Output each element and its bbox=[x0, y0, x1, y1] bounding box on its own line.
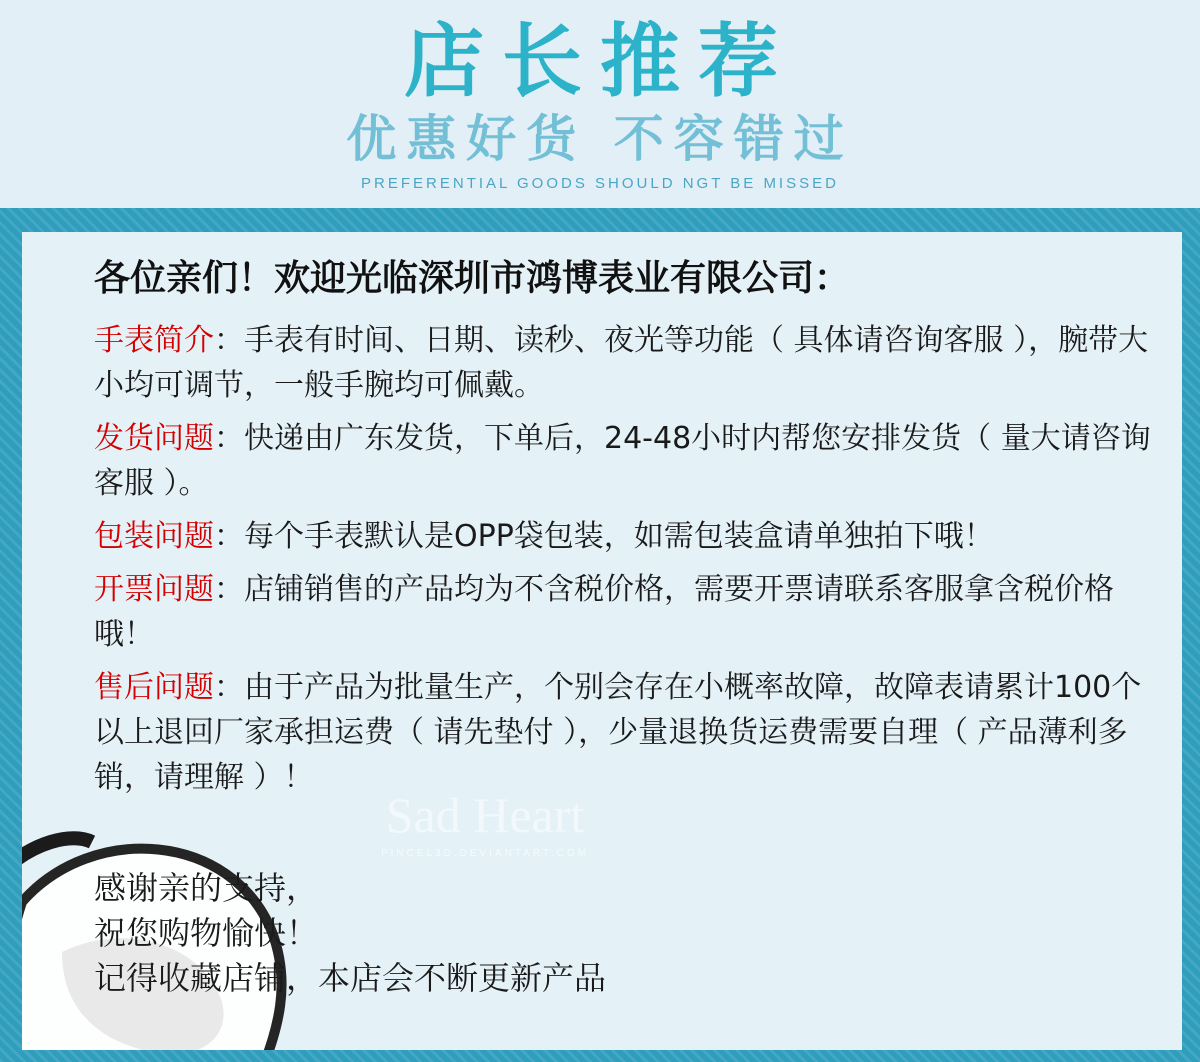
greeting-heading: 各位亲们！欢迎光临深圳市鸿博表业有限公司： bbox=[94, 258, 851, 299]
watermark-text: Sad Heart bbox=[385, 787, 585, 843]
section-text: ：手表有时间、日期、读秒、夜光等功能（ 具体请咨询客服 ），腕带大小均可调节，一般手腕均可佩戴。 bbox=[94, 323, 1149, 403]
section-label: 包装问题 bbox=[94, 519, 214, 554]
closing-line: 记得收藏店铺，本店会不断更新产品 bbox=[94, 959, 607, 997]
watermark-url: PINCEL3D.DEVIANTART.COM bbox=[380, 848, 590, 859]
section-text: ：快递由广东发货，下单后，24-48小时内帮您安排发货（ 量大请咨询客服 ）。 bbox=[94, 421, 1151, 501]
section-text: ：由于产品为批量生产，个别会存在小概率故障，故障表请累计100个以上退回厂家承担运费（ 请先垫付 ），少量退换货运费需要自理（ 产品薄利多销，请理解 ）！ bbox=[94, 670, 1142, 795]
section-invoice bbox=[94, 567, 1154, 657]
section-label: 手表简介 bbox=[94, 323, 214, 358]
section-text: ：每个手表默认是OPP袋包装，如需包装盒请单独拍下哦！ bbox=[214, 519, 994, 554]
section-packaging bbox=[94, 514, 1154, 559]
section-label: 发货问题 bbox=[94, 421, 214, 456]
header-english-tagline: PREFERENTIAL GOODS SHOULD NGT BE MISSED bbox=[361, 175, 839, 192]
section-after-sales bbox=[94, 665, 1154, 800]
section-watch-intro bbox=[94, 318, 1154, 408]
section-label: 开票问题 bbox=[94, 572, 214, 607]
notice-content bbox=[94, 252, 1154, 808]
section-text: ：店铺销售的产品均为不含税价格，需要开票请联系客服拿含税价格哦！ bbox=[94, 572, 1114, 652]
closing-message bbox=[94, 866, 994, 1001]
header-banner bbox=[0, 0, 1200, 208]
closing-line: 祝您购物愉快！ bbox=[94, 914, 319, 952]
closing-line: 感谢亲的支持， bbox=[94, 869, 319, 907]
section-label: 售后问题 bbox=[94, 670, 214, 705]
section-shipping bbox=[94, 416, 1154, 506]
header-subtitle: 优惠好货 不容错过 bbox=[346, 110, 854, 168]
header-title: 店长推荐 bbox=[404, 15, 796, 108]
